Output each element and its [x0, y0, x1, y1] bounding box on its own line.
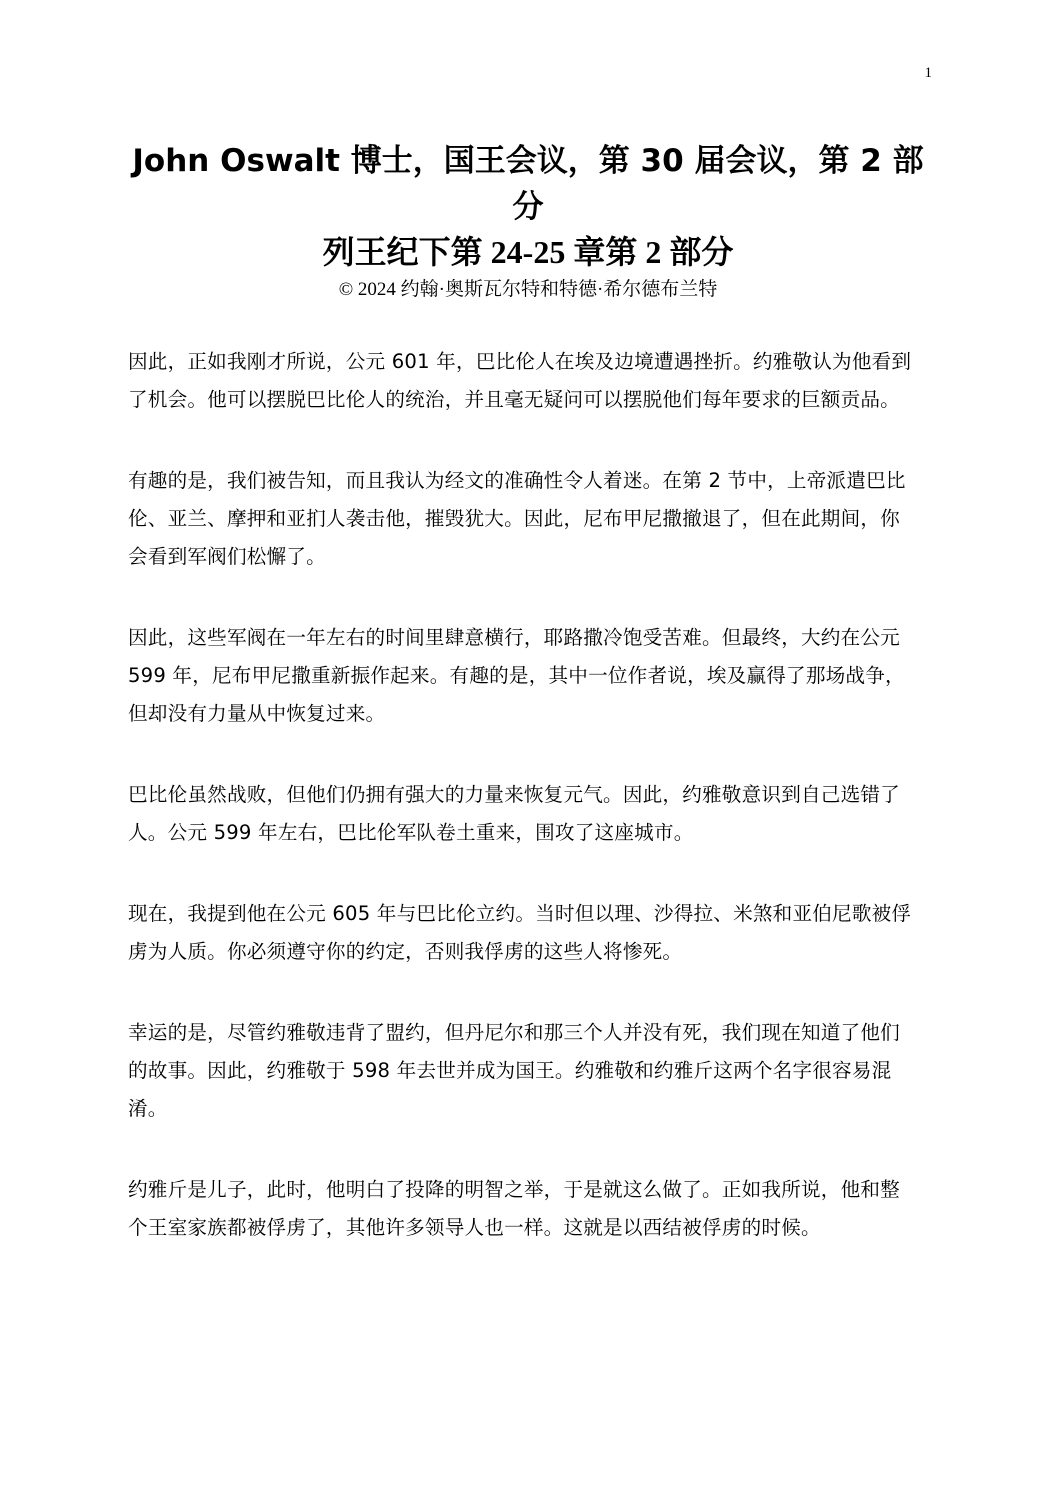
document-title: John Oswalt 博士，国王会议，第 30 届会议，第 2 部分	[132, 143, 924, 225]
paragraph: 因此，这些军阀在一年左右的时间里肆意横行，耶路撒冷饱受苦难。但最终，大约在公元 599 年，尼布甲尼撒重新振作起来。有趣的是，其中一位作者说，埃及赢得了那场战争，但却没有力量从中恢复过来。	[128, 626, 905, 725]
paragraph: 幸运的是，尽管约雅敬违背了盟约，但丹尼尔和那三个人并没有死，我们现在知道了他们的故事。因此，约雅敬于 598 年去世并成为国王。约雅敬和约雅斤这两个名字很容易混淆。	[128, 1021, 900, 1120]
paragraph: 现在，我提到他在公元 605 年与巴比伦立约。当时但以理、沙得拉、米煞和亚伯尼歌被俘虏为人质。你必须遵守你的约定，否则我俘虏的这些人将惨死。	[128, 902, 912, 963]
title-block	[128, 138, 928, 306]
paragraph: 约雅斤是儿子，此时，他明白了投降的明智之举，于是就这么做了。正如我所说，他和整个王室家族都被俘虏了，其他许多领导人也一样。这就是以西结被俘虏的时候。	[128, 1178, 900, 1239]
paragraph: 巴比伦虽然战败，但他们仍拥有强大的力量来恢复元气。因此，约雅敬意识到自己选错了人。公元 599 年左右，巴比伦军队卷土重来，围攻了这座城市。	[128, 783, 900, 844]
document-subtitle: 列王纪下第 24-25 章第 2 部分	[322, 234, 734, 270]
copyright-notice: © 2024 约翰·奥斯瓦尔特和特德·希尔德布兰特	[338, 279, 718, 300]
paragraph: 因此，正如我刚才所说，公元 601 年，巴比伦人在埃及边境遭遇挫折。约雅敬认为他看到了机会。他可以摆脱巴比伦人的统治，并且毫无疑问可以摆脱他们每年要求的巨额贡品。	[128, 350, 912, 411]
page-number: 1	[924, 65, 932, 81]
body-text	[128, 343, 918, 1290]
paragraph: 有趣的是，我们被告知，而且我认为经文的准确性令人着迷。在第 2 节中，上帝派遣巴比伦、亚兰、摩押和亚扪人袭击他，摧毁犹大。因此，尼布甲尼撒撤退了，但在此期间，你会看到军阀们松懈了。	[128, 469, 906, 568]
